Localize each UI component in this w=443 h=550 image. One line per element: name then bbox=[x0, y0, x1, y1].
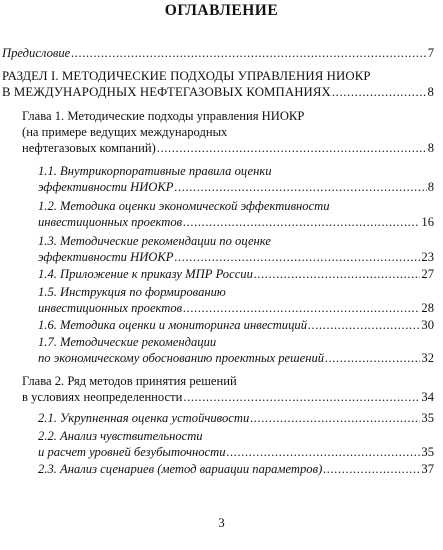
toc-page-number: 8 bbox=[427, 180, 434, 194]
toc-entry-section-1[interactable] bbox=[2, 68, 434, 100]
toc-entry-last-line bbox=[38, 179, 434, 195]
dot-leader bbox=[308, 317, 420, 333]
toc-entry-last-line bbox=[22, 389, 434, 405]
toc-entry-title: 1.1. Внутрикорпоративные правила оценки bbox=[38, 164, 272, 178]
toc-heading: ОГЛАВЛЕНИЕ bbox=[164, 2, 279, 19]
dot-leader bbox=[174, 249, 420, 265]
toc-entry-line bbox=[38, 334, 434, 350]
toc-entry-line bbox=[38, 428, 434, 444]
toc-entry-last-line bbox=[38, 410, 434, 426]
toc-entry-title: 1.7. Методические рекомендации bbox=[38, 335, 217, 349]
dot-leader bbox=[227, 444, 421, 460]
toc-entry-line bbox=[38, 233, 434, 249]
toc-entry-title: 2.3. Анализ сценариев (метод вариации параметров) bbox=[38, 462, 323, 476]
toc-page-number: 27 bbox=[421, 267, 434, 281]
toc-entry-title: В МЕЖДУНАРОДНЫХ НЕФТЕГАЗОВЫХ КОМПАНИЯХ bbox=[2, 85, 331, 99]
toc-entry-title: по экономическому обоснованию проектных решений bbox=[38, 351, 325, 365]
page-number: 3 bbox=[218, 515, 225, 530]
toc-entry-1-2[interactable] bbox=[38, 198, 434, 230]
toc-entry-1-7[interactable] bbox=[38, 334, 434, 366]
toc-entry-last-line bbox=[38, 444, 434, 460]
toc-entry-title: 1.6. Методика оценки и мониторинга инвестиций bbox=[38, 318, 307, 332]
dot-leader bbox=[250, 410, 420, 426]
toc-entry-last-line bbox=[38, 461, 434, 477]
toc-entry-1-1[interactable] bbox=[38, 163, 434, 195]
dot-leader bbox=[325, 350, 420, 366]
toc-entry-2-3[interactable] bbox=[38, 461, 434, 477]
toc-entry-title: 2.2. Анализ чувствительности bbox=[38, 429, 203, 443]
toc-entry-title: Глава 1. Методические подходы управления НИОКР bbox=[22, 109, 305, 123]
toc-entry-last-line bbox=[38, 300, 434, 316]
toc-page-number: 35 bbox=[421, 445, 434, 459]
toc-page-number: 34 bbox=[421, 390, 434, 404]
toc-entry-title: нефтегазовых компаний) bbox=[22, 141, 156, 155]
dot-leader bbox=[174, 179, 426, 195]
toc-entry-line bbox=[38, 163, 434, 179]
toc-entry-title: в условиях неопределенности bbox=[22, 390, 183, 404]
toc-entry-line bbox=[22, 124, 434, 140]
toc-entry-preface[interactable] bbox=[2, 45, 434, 61]
toc-page-number: 23 bbox=[421, 250, 434, 264]
toc-entry-last-line bbox=[2, 45, 434, 61]
toc-page-number: 16 bbox=[421, 215, 434, 229]
toc-entry-last-line bbox=[38, 266, 434, 282]
toc-entry-last-line bbox=[22, 140, 434, 156]
toc-entry-title: инвестиционных проектов bbox=[38, 215, 183, 229]
toc-entry-title: 1.3. Методические рекомендации по оценке bbox=[38, 234, 271, 248]
toc-entry-1-4[interactable] bbox=[38, 266, 434, 282]
toc-entry-last-line bbox=[2, 84, 434, 100]
toc-entry-1-5[interactable] bbox=[38, 284, 434, 316]
toc-entry-title: 1.5. Инструкция по формированию bbox=[38, 285, 226, 299]
toc-entry-line bbox=[2, 68, 434, 84]
toc-entry-line bbox=[38, 198, 434, 214]
toc-entry-title: эффективности НИОКР bbox=[38, 180, 174, 194]
toc-page-number: 35 bbox=[421, 411, 434, 425]
toc-page-number: 8 bbox=[427, 85, 434, 99]
toc-entry-line bbox=[38, 284, 434, 300]
toc-page-number: 30 bbox=[421, 318, 434, 332]
toc-entry-chapter-2[interactable] bbox=[22, 373, 434, 405]
toc-entry-line bbox=[22, 373, 434, 389]
toc-entry-title: 1.4. Приложение к приказу МПР России bbox=[38, 267, 253, 281]
toc-entry-last-line bbox=[38, 249, 434, 265]
toc-entry-last-line bbox=[38, 317, 434, 333]
dot-leader bbox=[183, 389, 420, 405]
dot-leader bbox=[254, 266, 421, 282]
toc-entry-2-1[interactable] bbox=[38, 410, 434, 426]
toc-entry-title: 2.1. Укрупненная оценка устойчивости bbox=[38, 411, 250, 425]
toc-entry-title: инвестиционных проектов bbox=[38, 301, 183, 315]
toc-entry-line bbox=[22, 108, 434, 124]
dot-leader bbox=[157, 140, 427, 156]
toc-page-number: 7 bbox=[427, 46, 434, 60]
toc-entry-2-2[interactable] bbox=[38, 428, 434, 460]
toc-entry-1-3[interactable] bbox=[38, 233, 434, 265]
toc-entry-title: Предисловие bbox=[2, 46, 71, 60]
dot-leader bbox=[323, 461, 420, 477]
dot-leader bbox=[71, 45, 426, 61]
toc-entry-title: и расчет уровней безубыточности bbox=[38, 445, 226, 459]
dot-leader bbox=[183, 300, 420, 316]
dot-leader bbox=[183, 214, 420, 230]
dot-leader bbox=[332, 84, 427, 100]
toc-page-number: 8 bbox=[427, 141, 434, 155]
toc-entry-chapter-1[interactable] bbox=[22, 108, 434, 156]
toc-page-number: 32 bbox=[421, 351, 434, 365]
toc-entry-title: РАЗДЕЛ I. МЕТОДИЧЕСКИЕ ПОДХОДЫ УПРАВЛЕНИЯ НИОКР bbox=[2, 69, 371, 83]
toc-entry-title: Глава 2. Ряд методов принятия решений bbox=[22, 374, 237, 388]
toc-entry-title: 1.2. Методика оценки экономической эффективности bbox=[38, 199, 330, 213]
toc-page-number: 37 bbox=[421, 462, 434, 476]
toc-entry-title: эффективности НИОКР bbox=[38, 250, 174, 264]
toc-entry-1-6[interactable] bbox=[38, 317, 434, 333]
toc-entry-last-line bbox=[38, 350, 434, 366]
toc-entry-last-line bbox=[38, 214, 434, 230]
toc-page-number: 28 bbox=[421, 301, 434, 315]
toc-entry-title: (на примере ведущих международных bbox=[22, 125, 228, 139]
